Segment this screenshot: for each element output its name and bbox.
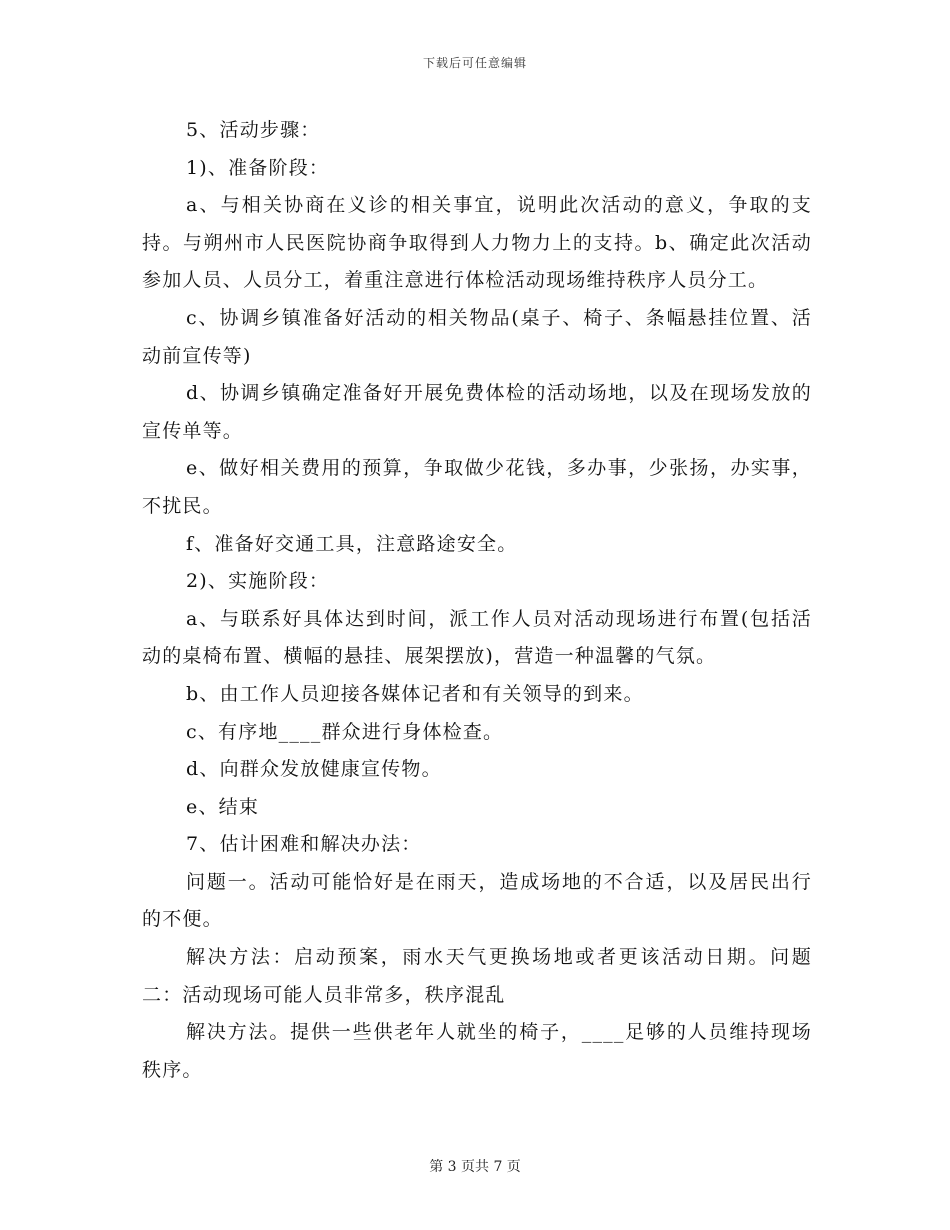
document-body [142,112,812,1089]
paragraph-item-a-impl: a、与联系好具体达到时间，派工作人员对活动现场进行布置(包括活动的桌椅布置、横幅的悬挂、展架摆放)，营造一种温馨的气氛。 [142,607,812,668]
paragraph-item-b-impl: b、由工作人员迎接各媒体记者和有关领导的到来。 [186,682,644,705]
paragraph-item-e-impl: e、结束 [186,795,260,818]
heading-difficulties-solutions: 7、估计困难和解决办法： [186,833,422,856]
subheading-preparation-stage: 1)、准备阶段： [186,156,330,179]
heading-activity-steps: 5、活动步骤： [186,119,321,141]
paragraph-item-d-prep: d、协调乡镇确定准备好开展免费体检的活动场地，以及在现场发放的宣传单等。 [142,382,812,442]
subheading-implementation-stage: 2)、实施阶段： [186,570,330,593]
paragraph-item-f-prep: f、准备好交通工具，注意路途安全。 [186,532,518,555]
paragraph-problem-one: 问题一。活动可能恰好是在雨天，造成场地的不合适，以及居民出行的不便。 [142,870,812,931]
paragraph-solution-two: 解决方法。提供一些供老年人就坐的椅子，____足够的人员维持现场秩序。 [142,1021,812,1081]
paragraph-item-e-prep: e、做好相关费用的预算，争取做少花钱，多办事，少张扬，办实事，不扰民。 [142,457,812,517]
paragraph-item-a-prep: a、与相关协商在义诊的相关事宜，说明此次活动的意义，争取的支持。与朔州市人民医院协商争取得到人力物力上的支持。b、确定此次活动参加人员、人员分工，着重注意进行体检活动现场维持秩序人员分工。 [142,194,812,292]
paragraph-item-d-impl: d、向群众发放健康宣传物。 [186,758,442,781]
paragraph-item-c-prep: c、协调乡镇准备好活动的相关物品(桌子、椅子、条幅悬挂位置、活动前宣传等) [142,306,812,367]
page-header: 下载后可任意编辑 [422,56,527,70]
page-footer: 第 3 页共 7 页 [429,1159,521,1175]
paragraph-item-c-impl: c、有序地____群众进行身体检查。 [186,720,504,743]
paragraph-solution-one: 解决方法：启动预案，雨水天气更换场地或者更该活动日期。问题二：活动现场可能人员非常多，秩序混乱 [142,946,812,1006]
